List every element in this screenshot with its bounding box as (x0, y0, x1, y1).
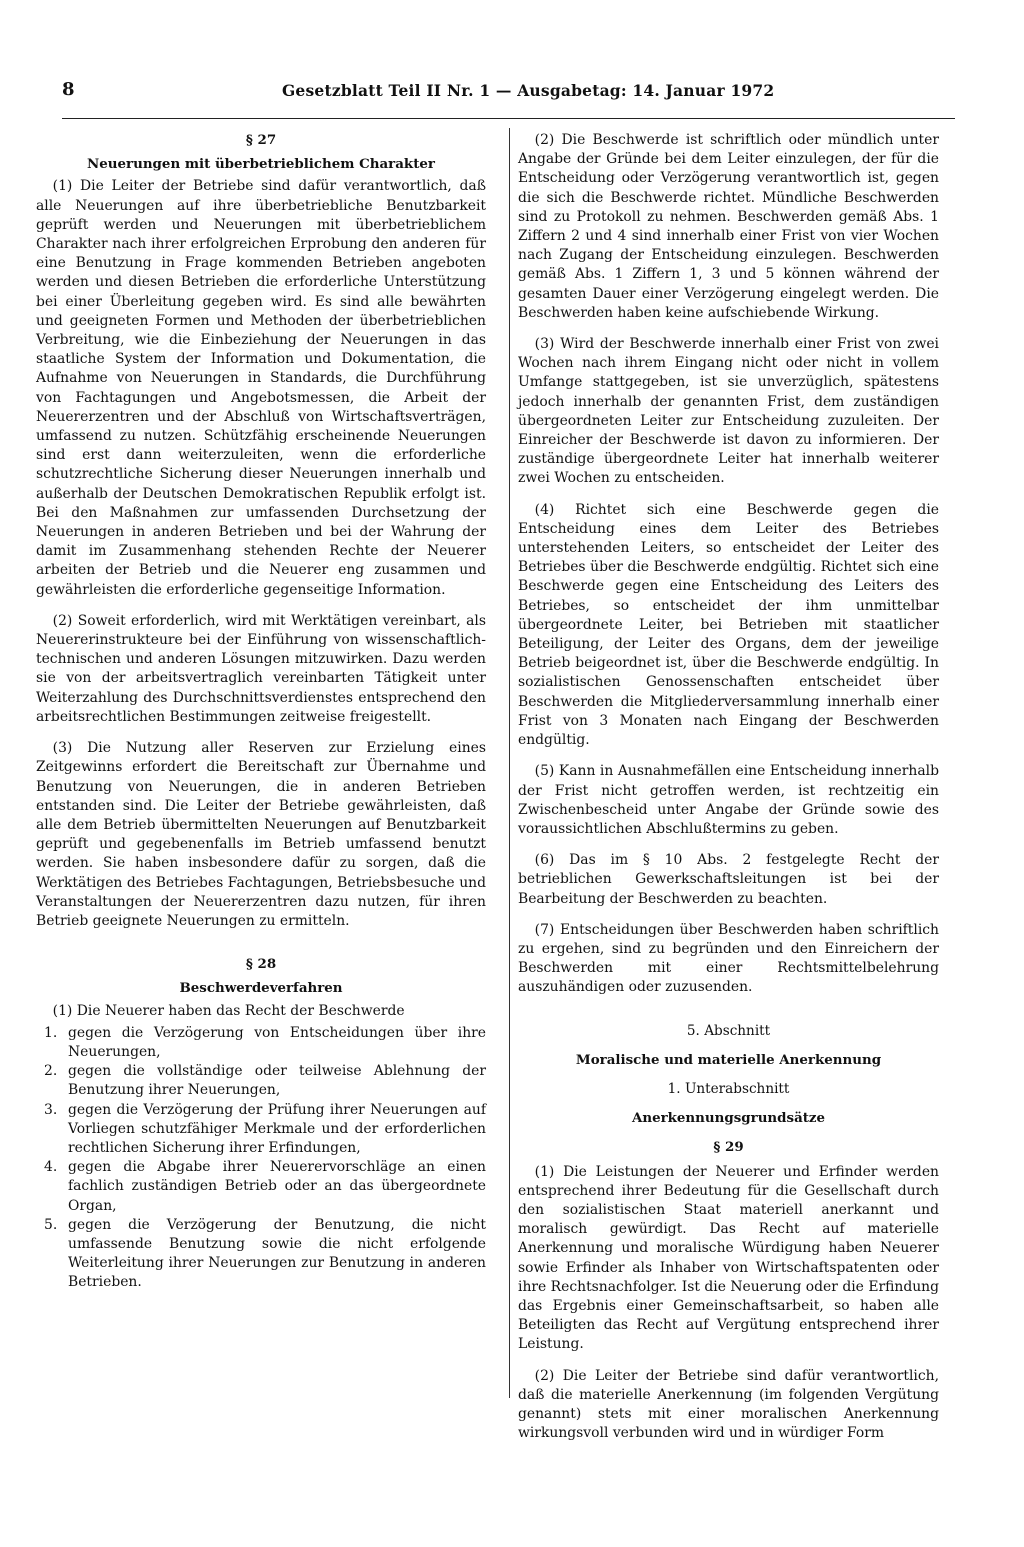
list-item-number: 5. (44, 1216, 58, 1233)
section-27-number: § 27 (245, 132, 277, 148)
section-27-title: Neuerungen mit überbetrieblichem Charakter (87, 156, 435, 173)
list-item-number: 2. (44, 1063, 58, 1080)
page-number: 8 (62, 79, 75, 100)
section-27-paragraph-1: (1) Die Leiter der Betriebe sind dafür verantwortlich, daß alle Neuerungen auf ihre überbetriebliche Benutzbarkeit geprüft werden und Neuerungen mit überbetrieblichem Charakter nach ihrer erfolgreichen Erprobung den anderen für eine Benutzung in Frage kommenden Betrieben angeboten werden und diesen Betrieben die erforderliche Unterstützung bei einer Überleitung gegeben wird. Es sind alle bewährten und geeigneten Formen und Methoden der überbetrieblichen Verbreitung, wie die Einbeziehung der Neuerungen in das staatliche System der Information und Dokumentation, die Aufnahme von Neuerungen in Standards, die Durchführung von Fachtagungen und Angebotsmessen, die Arbeit der Neuererzentren und der Abschluß von Wirtschaftsverträgen, umfassend zu nutzen. Schützfähig erscheinende Neuerungen sind erst dann weiterzuleiten, wenn die erforderliche schutzrechtliche Sicherung dieser Neuerungen innerhalb und außerhalb der Deutschen Demokratischen Republik erfolgt ist. Bei den Maßnahmen zur umfassenden Durchsetzung der Neuerungen in anderen Betrieben und bei der Wahrung der damit im Zusammenhang stehenden Rechte der Neuerer arbeiten der Betrieb und die Neuerer eng zusammen und gewährleisten die erforderliche gegenseitige Information. (36, 178, 486, 598)
list-item-text: gegen die Abgabe ihrer Neuerervorschläge an einen fachlich zuständigen Betrieb oder an das übergeordnete Organ, (68, 1159, 486, 1214)
left-column (36, 131, 486, 1293)
section-28-paragraph-5: (5) Kann in Ausnahmefällen eine Entscheidung innerhalb der Frist nicht getroffen werden, ist rechtzeitig ein Zwischenbescheid unter Angabe der Gründe sowie des voraussichtlichen Abschlußtermins zu geben. (518, 763, 939, 837)
list-item-text: gegen die vollständige oder teilweise Ablehnung der Benutzung ihrer Neuerungen, (68, 1063, 486, 1099)
section-29-number: § 29 (713, 1139, 744, 1156)
section-29-paragraph-2: (2) Die Leiter der Betriebe sind dafür verantwortlich, daß die materielle Anerkennung (im folgenden Vergütung genannt) stets mit einer moralischen Anerkennung wirkungsvoll verbunden wird und in würdiger Form (518, 1367, 939, 1442)
list-item-text: gegen die Verzögerung von Entscheidungen über ihre Neuerungen, (68, 1024, 486, 1060)
list-item-text: gegen die Verzögerung der Prüfung ihrer Neuerungen auf Vorliegen schutzfähiger Merkmale und der erforderlichen rechtlichen Sicherung ihrer Erfindungen, (68, 1101, 486, 1156)
list-item-text: gegen die Verzögerung der Benutzung, die nicht umfassende Benutzung sowie die nicht erfolgende Weiterleitung ihrer Neuerungen zur Benutzung in anderen Betrieben. (68, 1216, 486, 1291)
page-header (62, 79, 955, 105)
column-divider (509, 128, 510, 1398)
complaint-grounds-list (36, 1024, 486, 1293)
chapter-title: Moralische und materielle Anerkennung (575, 1051, 882, 1068)
list-item (36, 1158, 486, 1216)
section-27-paragraph-2: (2) Soweit erforderlich, wird mit Werktätigen vereinbart, als Neuererinstrukteure bei der Einführung von wissenschaftlich-technischen und anderen Lösungen mitzuwirken. Dazu werden sie von der arbeitsvertraglich vereinbarten Tätigkeit unter Weiterzahlung des Durchschnittsverdienstes entsprechend den arbeitsrechtlichen Bestimmungen zeitweise freigestellt. (36, 612, 486, 725)
section-28-title: Beschwerdeverfahren (179, 980, 343, 997)
list-item (36, 1216, 486, 1293)
list-item-number: 4. (44, 1159, 58, 1176)
list-item-number: 3. (44, 1101, 58, 1118)
header-rule (62, 118, 955, 119)
section-27-paragraph-3: (3) Die Nutzung aller Reserven zur Erzielung eines Zeitgewinns erfordert die Bereitschaft zur Übernahme und Benutzung von Neuerungen, die in anderen Betrieben entstanden sind. Die Leiter der Betriebe gewährleisten, daß alle dem Betrieb übermittelten Neuerungen auf Benutzbarkeit geprüft und gegebenenfalls im Betrieb umfassend benutzt werden. Sie haben insbesondere dafür zu sorgen, daß die Werktätigen des Betriebes Fachtagungen, Betriebsbesuche und Veranstaltungen der Neuererzentren dazu nutzen, für ihren Betrieb geeignete Neuerungen zu ermitteln. (36, 740, 486, 929)
section-28-paragraph-6: (6) Das im § 10 Abs. 2 festgelegte Recht der betrieblichen Gewerkschaftsleitungen ist bei der Bearbeitung der Beschwerden zu beachten. (518, 852, 939, 907)
right-column (518, 131, 939, 1443)
section-28-number: § 28 (245, 956, 277, 973)
section-29-paragraph-1: (1) Die Leistungen der Neuerer und Erfinder werden entsprechend ihrer Bedeutung für die Gesellschaft durch den sozialistischen Staat materiell anerkannt und moralisch gewürdigt. Das Recht auf materielle Anerkennung und moralische Würdigung haben Neuerer sowie Erfinder als Inhaber von Wirtschaftspatenten oder ihre Rechtsnachfolger. Ist die Neuerung oder die Erfindung das Ergebnis einer Gemeinschaftsarbeit, so haben alle Beteiligten das Recht auf Vergütung entsprechend ihrer Leistung. (518, 1163, 939, 1353)
chapter-number: 5. Abschnitt (686, 1022, 771, 1039)
list-item-number: 1. (44, 1024, 58, 1041)
section-28-paragraph-1: (1) Die Neuerer haben das Recht der Beschwerde (52, 1002, 405, 1019)
section-28-paragraph-7: (7) Entscheidungen über Beschwerden haben schriftlich zu ergehen, sind zu begründen und den Einreichern der Beschwerden mit einer Rechtsmittelbelehrung auszuhändigen oder zuzusenden. (518, 921, 939, 996)
subchapter-title: Anerkennungsgrundsätze (631, 1110, 826, 1127)
running-title: Gesetzblatt Teil II Nr. 1 — Ausgabetag: 14. Januar 1972 (282, 81, 775, 100)
list-item (36, 1062, 486, 1100)
subchapter-number: 1. Unterabschnitt (667, 1080, 790, 1097)
section-28-paragraph-3: (3) Wird der Beschwerde innerhalb einer Frist von zwei Wochen nach ihrem Eingang nicht oder nicht in vollem Umfange stattgegeben, ist sie unverzüglich, spätestens jedoch innerhalb der genannten Frist, dem zuständigen übergeordneten Leiter zur Entscheidung zuzuleiten. Der Einreicher der Beschwerde ist davon zu informieren. Der zuständige übergeordnete Leiter hat innerhalb weiterer zwei Wochen zu entscheiden. (518, 336, 939, 487)
list-item (36, 1024, 486, 1062)
section-28-paragraph-2: (2) Die Beschwerde ist schriftlich oder mündlich unter Angabe der Gründe bei dem Leiter einzulegen, der für die Entscheidung oder Verzögerung verantwortlich ist, gegen die sich die Beschwerde richtet. Mündliche Beschwerden sind zu Protokoll zu nehmen. Beschwerden gemäß Abs. 1 Ziffern 2 und 4 sind innerhalb einer Frist von vier Wochen nach Zugang der Entscheidung einzulegen. Beschwerden gemäß Abs. 1 Ziffern 1, 3 und 5 können während der gesamten Dauer einer Verzögerung eingelegt werden. Die Beschwerden haben keine aufschiebende Wirkung. (518, 132, 939, 321)
list-item (36, 1101, 486, 1159)
section-28-paragraph-4: (4) Richtet sich eine Beschwerde gegen die Entscheidung eines dem Leiter des Betriebes unterstehenden Leiters, so entscheidet der Leiter des Betriebes über die Beschwerde endgültig. Richtet sich eine Beschwerde gegen eine Entscheidung des Leiters des Betriebes, so entscheidet der ihm unmittelbar übergeordnete Leiter, bei Betrieben mit staatlicher Beteiligung, der Leiter des Organs, dem der jeweilige Betrieb beigeordnet ist, über die Beschwerde endgültig. In sozialistischen Genossenschaften entscheidet über Beschwerden die Mitgliederversammlung innerhalb einer Frist von 3 Monaten nach Eingang der Beschwerden endgültig. (518, 501, 939, 749)
